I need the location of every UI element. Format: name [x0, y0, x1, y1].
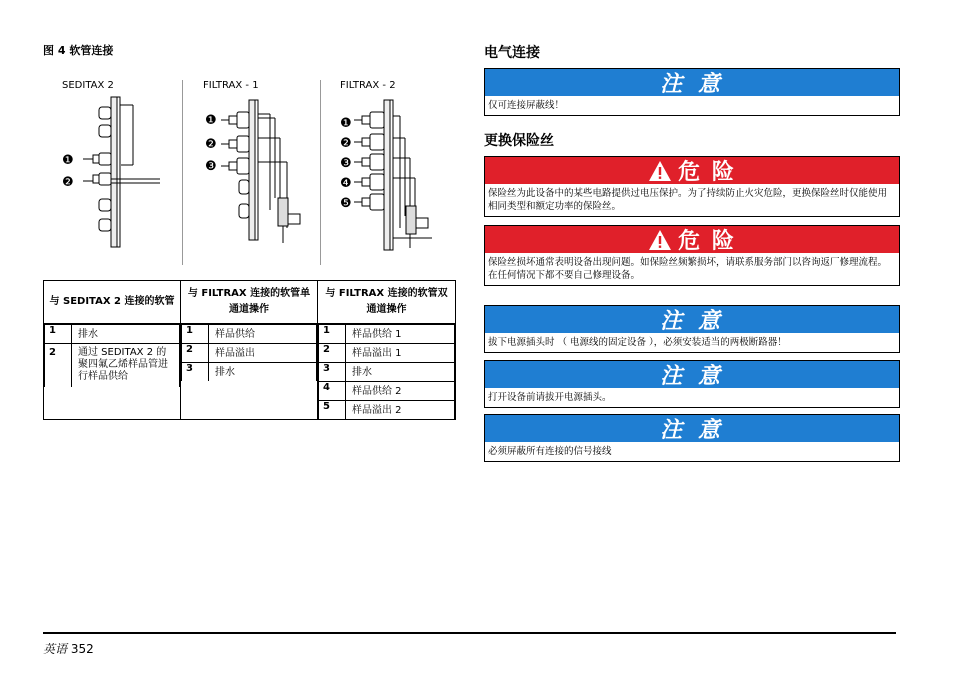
panel-label-seditax: SEDITAX 2 [62, 80, 114, 91]
heading-fuse: 更换保险丝 [484, 133, 554, 149]
notice-text: 拔下电源插头时 （ 电源线的固定设备 ），必须安装适当的两极断路器！ [488, 337, 787, 348]
danger-text: 保险丝为此设备中的某些电路提供过电压保护。为了持续防止火灾危险，更换保险丝时仅能使用相同类型和额定功率的保险丝。 [488, 188, 888, 212]
danger-title: 危 险 [678, 160, 736, 185]
page-number: 352 [70, 642, 94, 656]
marker-1: ❶ [62, 153, 74, 168]
marker-3: ❸ [340, 156, 352, 171]
marker-1: ❶ [205, 113, 217, 128]
figure-divider [320, 80, 321, 265]
figure-caption: 图 4 软管连接 [43, 44, 114, 57]
table-header: 与 SEDITAX 2 连接的软管 [44, 281, 181, 324]
table-row: 1 样品供给 [182, 325, 317, 344]
danger-header [485, 226, 899, 253]
filtrax1-diagram [215, 98, 315, 258]
marker-2: ❷ [62, 175, 74, 190]
filtrax2-diagram [352, 98, 442, 258]
page-footer [43, 640, 94, 657]
hose-connections-table [43, 280, 456, 420]
marker-1: ❶ [340, 116, 352, 131]
notice-title: 注 意 [485, 361, 899, 388]
warning-triangle-icon [648, 160, 672, 182]
notice-fuse-2 [484, 360, 900, 408]
figure-divider [182, 80, 183, 265]
panel-label-filtrax1: FILTRAX - 1 [203, 80, 259, 91]
table-column-filtrax1 [181, 324, 318, 420]
notice-title: 注 意 [485, 69, 899, 96]
notice-title: 注 意 [485, 415, 899, 442]
panel-label-filtrax2: FILTRAX - 2 [340, 80, 396, 91]
notice-text: 打开设备前请拔开电源插头。 [488, 392, 612, 403]
danger-header [485, 157, 899, 184]
danger-fuse-1 [484, 156, 900, 217]
notice-text: 仅可连接屏蔽线！ [488, 100, 565, 111]
table-row: 1 排水 [45, 325, 180, 344]
danger-title: 危 险 [678, 229, 736, 254]
warning-triangle-icon [648, 229, 672, 251]
danger-fuse-2 [484, 225, 900, 286]
notice-text: 必须屏蔽所有连接的信号接线 [488, 446, 612, 457]
table-column-filtrax2 [318, 324, 456, 420]
table-header: 与 FILTRAX 连接的软管单通道操作 [181, 281, 318, 324]
table-row: 3 排水 [182, 363, 317, 382]
table-row: 4 样品供给 2 [319, 382, 455, 401]
table-row: 2 样品溢出 1 [319, 344, 455, 363]
marker-4: ❹ [340, 176, 352, 191]
marker-2: ❷ [205, 137, 217, 152]
marker-5: ❺ [340, 196, 352, 211]
heading-electrical: 电气连接 [484, 45, 540, 61]
notice-fuse-3 [484, 414, 900, 462]
footer-rule [43, 632, 896, 634]
danger-text: 保险丝损坏通常表明设备出现问题。如保险丝频繁损坏，请联系服务部门以咨询返厂修理流程。在任何情况下都不要自己修理设备。 [488, 257, 888, 281]
marker-2: ❷ [340, 136, 352, 151]
table-row: 3 排水 [319, 363, 455, 382]
marker-3: ❸ [205, 159, 217, 174]
table-column-seditax [44, 324, 181, 420]
footer-language: 英语 [43, 642, 68, 656]
notice-fuse-1 [484, 305, 900, 353]
table-row: 2 通过 SEDITAX 2 的聚四氟乙烯样品管进行样品供给 [45, 344, 180, 388]
table-header: 与 FILTRAX 连接的软管双通道操作 [318, 281, 456, 324]
notice-title: 注 意 [485, 306, 899, 333]
table-row: 5 样品溢出 2 [319, 401, 455, 420]
notice-electrical [484, 68, 900, 116]
table-row: 2 样品溢出 [182, 344, 317, 363]
table-row: 1 样品供给 1 [319, 325, 455, 344]
